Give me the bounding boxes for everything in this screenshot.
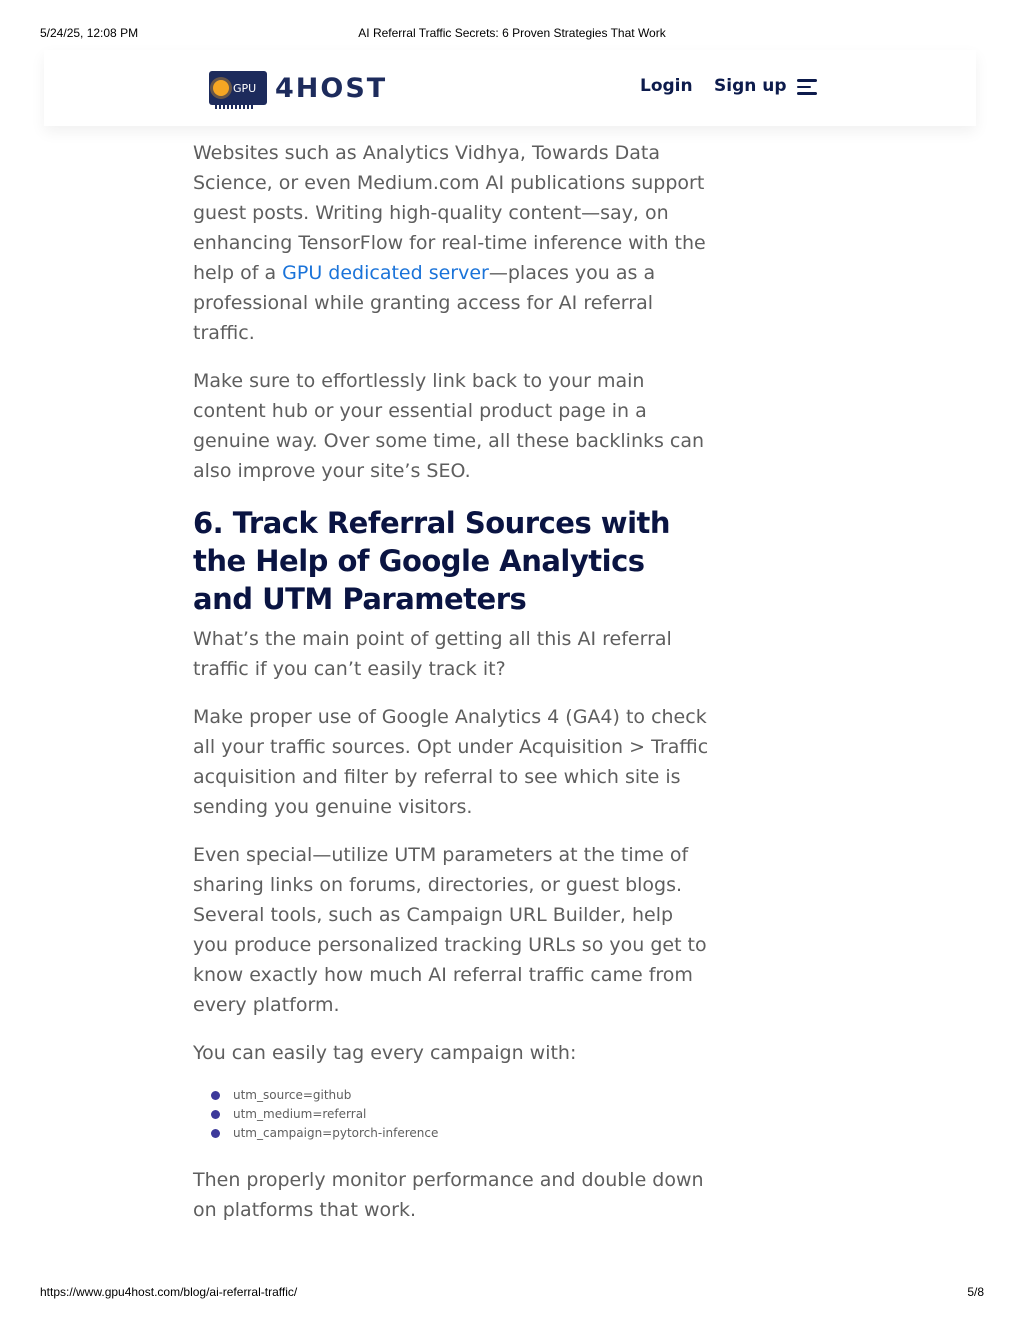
logo-wordmark: 4HOST bbox=[275, 72, 388, 104]
site-header bbox=[44, 50, 976, 126]
hamburger-menu-icon[interactable] bbox=[797, 78, 817, 96]
signup-link[interactable]: Sign up bbox=[714, 76, 787, 96]
paragraph-backlinks: Make sure to effortlessly link back to your main content hub or your essential product page in a genuine way. Over some time, all these backlinks can also improve your site’s SEO. bbox=[193, 370, 705, 482]
gpu-dedicated-server-link[interactable]: GPU dedicated server bbox=[282, 262, 489, 284]
list-item: utm_campaign=pytorch-inference bbox=[211, 1124, 713, 1143]
print-page-title: AI Referral Traffic Secrets: 6 Proven Strategies That Work bbox=[358, 26, 666, 40]
site-logo[interactable] bbox=[209, 69, 387, 107]
paragraph-ga4: Make proper use of Google Analytics 4 (GA4) to check all your traffic sources. Opt under Acquisition > Traffic acquisition and filter by referral to see which site is sending you genuine visitors. bbox=[193, 706, 709, 818]
logo-badge-text: GPU bbox=[233, 81, 257, 95]
paragraph-monitor: Then properly monitor performance and double down on platforms that work. bbox=[193, 1169, 704, 1221]
sun-icon bbox=[213, 80, 229, 96]
paragraph-text: Websites such as Analytics Vidhya, Towards Data Science, or even Medium.com AI publications support guest posts. Writing high-quality content—say, on enhancing TensorFlow for real-time inference with the help of a bbox=[193, 142, 706, 284]
paragraph-text: —places you as a professional while granting access for AI referral traffic. bbox=[193, 262, 656, 344]
section-heading: 6. Track Referral Sources with the Help of Google Analytics and UTM Parameters bbox=[193, 506, 671, 616]
list-item: utm_medium=referral bbox=[211, 1105, 713, 1124]
article-body bbox=[193, 138, 713, 1243]
paragraph-utm: Even special—utilize UTM parameters at the time of sharing links on forums, directories, or guest blogs. Several tools, such as Campaign URL Builder, help you produce personalized tracking URLs so you get to know exactly how much AI referral traffic came from every platform. bbox=[193, 844, 707, 1016]
print-page-number: 5/8 bbox=[967, 1285, 984, 1299]
logo-badge bbox=[209, 71, 267, 105]
list-item: utm_source=github bbox=[211, 1086, 713, 1105]
gpu-connector-icon bbox=[215, 105, 255, 109]
print-datetime: 5/24/25, 12:08 PM bbox=[40, 26, 139, 40]
login-link[interactable]: Login bbox=[640, 76, 693, 96]
utm-parameter-list bbox=[211, 1086, 713, 1143]
paragraph-track-intro: What’s the main point of getting all this AI referral traffic if you can’t easily track it? bbox=[193, 628, 672, 680]
paragraph-tag-campaign: You can easily tag every campaign with: bbox=[193, 1042, 577, 1064]
paragraph-guest-posts bbox=[193, 138, 713, 348]
print-url: https://www.gpu4host.com/blog/ai-referral-traffic/ bbox=[40, 1285, 298, 1299]
